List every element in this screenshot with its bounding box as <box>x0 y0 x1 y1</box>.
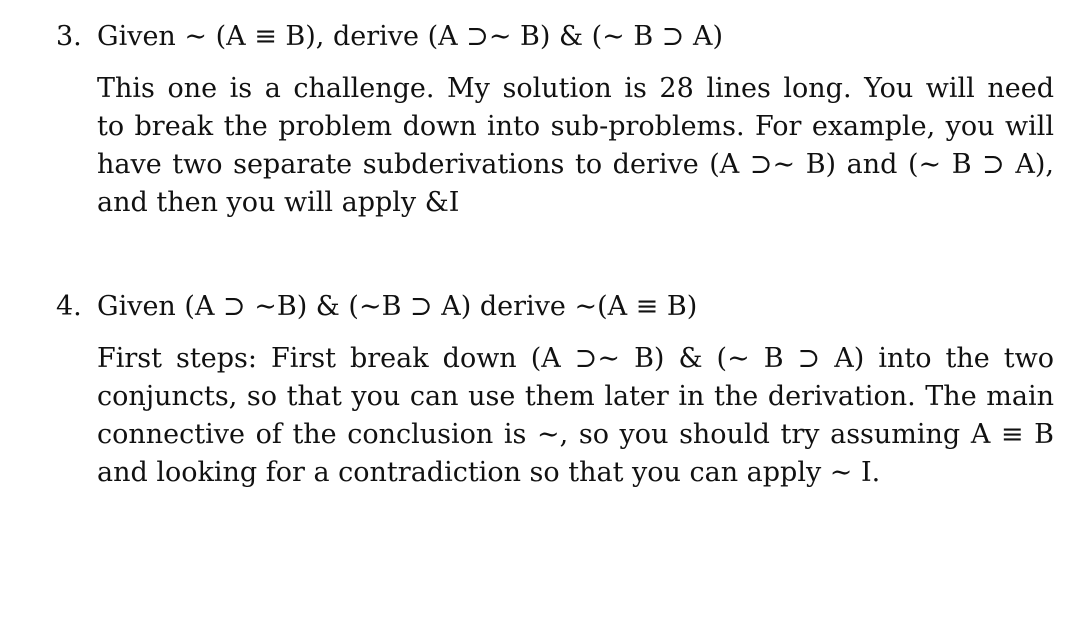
problem-number: 4. <box>56 291 82 322</box>
problem-instructions <box>97 340 1054 492</box>
problem-4 <box>56 288 1056 492</box>
instruction-line: First steps: First break down (A ⊃∼ B) & (∼ B ⊃ A) into the two <box>97 343 1054 374</box>
instruction-line: conjuncts, so that you can use them later in the derivation. The main <box>97 381 1054 412</box>
problem-heading <box>56 18 1056 56</box>
problem-instructions <box>97 70 1054 222</box>
problem-heading <box>56 288 1056 326</box>
instruction-line: and looking for a contradiction so that you can apply ∼ I. <box>97 457 881 488</box>
instruction-line: have two separate subderivations to derive (A ⊃∼ B) and (∼ B ⊃ A), <box>97 149 1054 180</box>
instruction-line: connective of the conclusion is ∼, so you should try assuming A ≡ B <box>97 419 1054 450</box>
problem-number: 3. <box>56 21 82 52</box>
problem-statement: Given (A ⊃ ∼B) & (∼B ⊃ A) derive ∼(A ≡ B) <box>97 291 698 322</box>
problem-statement: Given ∼ (A ≡ B), derive (A ⊃∼ B) & (∼ B ⊃ A) <box>97 21 724 52</box>
instruction-line: This one is a challenge. My solution is 28 lines long. You will need <box>97 73 1054 104</box>
instruction-line: and then you will apply &I <box>97 187 460 218</box>
instruction-line: to break the problem down into sub-problems. For example, you will <box>97 111 1054 142</box>
problem-3 <box>56 18 1056 222</box>
